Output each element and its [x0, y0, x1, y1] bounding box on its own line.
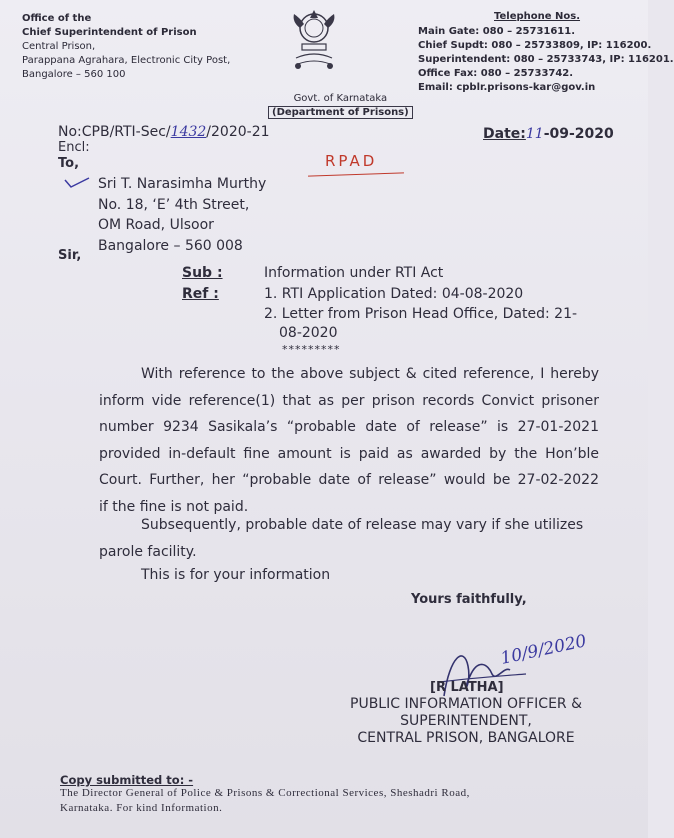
sender-line: Central Prison, [22, 41, 96, 52]
telephone-block [418, 10, 674, 95]
date-label: Date: [483, 126, 526, 142]
ref-handwritten: 1432 [170, 124, 207, 140]
phone-superintendent: Superintendent: 080 – 25733743, IP: 116201. [418, 54, 674, 65]
ref-prefix: No:CPB/RTI-Sec/ [58, 124, 171, 140]
closing: Yours faithfully, [411, 592, 527, 607]
rpad-underline [308, 172, 404, 176]
signer-title-line: PUBLIC INFORMATION OFFICER & [350, 696, 583, 712]
copy-line: Karnataka. For kind Information. [60, 801, 223, 814]
addressee-line: OM Road, Ulsoor [98, 217, 214, 233]
paragraph-line: parole facility. [99, 543, 197, 560]
paragraph-line: With reference to the above subject & cited reference, I hereby [141, 366, 599, 382]
separator-stars: ********* [282, 343, 341, 356]
body-paragraph [99, 361, 599, 520]
subject-label: Sub : [182, 265, 223, 281]
signer-title-line: SUPERINTENDENT, [400, 713, 532, 729]
signer-title [350, 696, 582, 747]
paragraph-line: inform vide reference(1) that as per prison records Convict prisoner [99, 392, 599, 409]
paragraph-line: provided in-default fine amount is paid as awarded by the Hon’ble [99, 445, 599, 462]
govt-block [268, 92, 413, 120]
sender-line: Office of the [22, 13, 92, 24]
copy-recipient [60, 786, 470, 815]
copy-label: Copy submitted to: - [60, 773, 194, 787]
signer-name: [R LATHA] [430, 680, 504, 695]
sender-line: Bangalore – 560 100 [22, 69, 126, 80]
paragraph-line: if the fine is not paid. [99, 498, 249, 515]
copy-line: The Director General of Police & Prisons & Correctional Services, Sheshadri Road, [60, 787, 470, 799]
date-handwritten: 11 [525, 126, 544, 142]
paragraph-line: Court. Further, her “probable date of release” would be 27-02-2022 [99, 472, 599, 488]
sender-line: Parappana Agrahara, Electronic City Post, [22, 55, 231, 66]
telephone-title: Telephone Nos. [494, 11, 581, 22]
reference-item: 1. RTI Application Dated: 04-08-2020 [264, 286, 524, 302]
addressee-line: Sri T. Narasimha Murthy [98, 176, 267, 192]
govt-name: Govt. of Karnataka [293, 93, 388, 104]
phone-chief-supdt: Chief Supdt: 080 – 25733809, IP: 116200. [418, 40, 652, 51]
email-address: Email: cpblr.prisons-kar@gov.in [418, 82, 596, 93]
salutation: Sir, [58, 248, 82, 263]
karnataka-emblem-icon [286, 2, 342, 74]
letter-date [483, 126, 614, 142]
addressee-line: Bangalore – 560 008 [98, 237, 243, 254]
signature-date: 10/9/2020 [498, 631, 589, 669]
reference-label: Ref : [182, 286, 219, 302]
body-paragraph [99, 512, 599, 565]
rpad-stamp: RPAD [325, 152, 378, 170]
sender-address-block [22, 12, 230, 82]
department-name: (Department of Prisons) [268, 106, 413, 119]
to-label: To, [58, 156, 80, 171]
signer-title-line: CENTRAL PRISON, BANGALORE [357, 730, 575, 746]
addressee-block [98, 174, 266, 256]
check-mark-icon [64, 176, 90, 188]
addressee-line: No. 18, ‘E’ 4th Street, [98, 196, 250, 213]
date-suffix: -09-2020 [543, 126, 614, 142]
paragraph-line: number 9234 Sasikala’s “probable date of release” is 27-01-2021 [99, 419, 599, 435]
phone-main-gate: Main Gate: 080 – 25731611. [418, 26, 576, 37]
reference-item-line: 08-2020 [279, 325, 338, 341]
reference-number [58, 124, 270, 140]
sender-line: Chief Superintendent of Prison [22, 27, 197, 38]
reference-item-line: 2. Letter from Prison Head Office, Dated: 21- [264, 306, 578, 322]
body-paragraph: This is for your information [141, 567, 331, 583]
paragraph-line: Subsequently, probable date of release may vary if she utilizes [141, 517, 584, 533]
subject-value: Information under RTI Act [264, 265, 444, 281]
phone-fax: Office Fax: 080 – 25733742. [418, 68, 574, 79]
enclosure-label: Encl: [58, 140, 90, 155]
ref-suffix: /2020-21 [206, 124, 270, 140]
reference-item [264, 305, 577, 343]
